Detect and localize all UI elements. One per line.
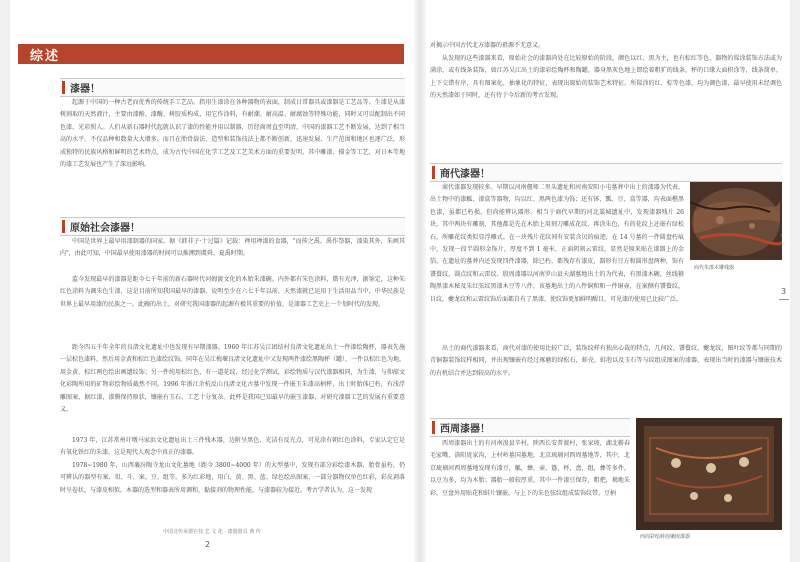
section-heading-lacquer: [60, 78, 405, 97]
paragraph: 监今发现最早的漆器是距今七千年前的新石器时代河姆渡文化的木胎朱漆碗。内外都有朱色涂料，微有光泽，据鉴定，这种朱红色涂料为调朱色生漆，这是目前所知我国最早的漆器，说明至少在六七千年以前，天然漆就已运用于生活用品当中，中华民族是世界上最早用漆的民族之一。此碗的出土，对研究我国漆器的起源有极其重要的价值，是漆器工艺史上一个划时代的发现。: [60, 276, 405, 308]
right-page: [426, 0, 790, 562]
paragraph: 对揭示中国古代北方漆器的祖源不无意义。: [430, 42, 545, 49]
section-heading-text: 原始社会漆器！: [70, 223, 140, 234]
shang-lacquer-image: [690, 182, 782, 260]
paragraph: 1978~1980 年，山西襄汾陶寺龙山文化墓地（距今 3800~4000 年）的大型墓中，发现有部分彩绘漆木器，胎骨虽朽，仍可辨认的器型有案、俎、斗、案、豆、组等。多为红彩地，用白、黄、黑、蓝、绿色绘出图案，一部分器物仅单色红彩，彩皮剥落时呈卷状，与漆皮相似。木器的选型和器表所用调和、黏接剂的物理性能，与漆器较为接近。考古学者认为，这一发现: [60, 462, 405, 494]
page-footer: 中国北传承器官技 艺 文 化 · 漆器器具 典 传: [163, 529, 261, 535]
paragraph: 距今四五千年全年的良渚文化遗址中也发现有早期漆器。1960 年江苏吴江团结村良渚文化遗址出土一件漆绘陶杯，器表先施一层棕色漆料，然后用金黄和棕红色漆绘纹饰。同年在吴江梅堰良渚文化遗址中又发现两件漆绘黑陶杯（罐），一件以棕红色为地，用金黄、棕红两色绘出画遗纹饰；另一件纯用棕红色，有一道花纹，经过化学测试，彩绘物质与汉代漆器相同，为生漆，与仰韶文化彩陶所用的矿物彩绘物质截然不同。1996 年浙江余杭反山良渚文化古墓中发现一件嵌玉朱漆高柄杯，出土时胎体已朽，有浅浮雕图案，据红漆，漆膜保持原状，镶嵌有玉石，工艺十分复杂。此杯是我国已知最早的嵌玉漆器，对研究漆器工艺的发展有重要意义。: [60, 344, 406, 414]
paragraph: 西周漆器出土的有河南浚县辛村，陕西长安普渡村，张家坡，湖北蕲春毛家嘴，洛阳庞家沟，上村岭墓国墓地，北京琉璃河西周墓地等，其中，北京琉璃河西周墓地发现有漆豆，觚，彝，壶，簋，杯，盘，组，彝等多件，以豆为多，均为木胎；器胎一般较厚重。其中一件漆豆保存，粗把，褐地朱彩，豆盘外用贴花和蚌片镶嵌，与上下的朱色弦纹组成装饰纹带。豆柄: [430, 440, 630, 497]
photo-caption: 西周彩绘蚌泡镶嵌漆器: [640, 534, 691, 540]
book-spread: [10, 0, 790, 562]
paragraph: 起源于中国的一种古老而优秀的传统手工艺品。指用生漆涂在各种器物的表面，制成日常器具或漆器是工艺品等。生漆是从漆树割取的天然液汁，主要由漆酚、漆酶、树胶质构成，用它作涂料，有耐潮、耐高温、耐腐蚀等特殊功能，同时又可以配制出不同色漆，光彩照人。人们从新石器时代起就认识了漆的性能并用以制器，历经商周直至明清，中国的漆器工艺不断发展，达到了相当高的水平。不仅品种和数量大大增多，而且在胎骨载法、造型和装饰技法上都不断创新，迅速发展，生产范围和地区也逐广泛，形成独特的民族风格和鲜明的艺术特点，成为古代中国在化学工艺及工艺美术方面的重要发明，其中雕漆、描金等工艺，对日本等地的漆工艺发展也产生了深远影响。: [60, 99, 405, 169]
western-zhou-lacquer-image: [636, 418, 782, 530]
photo-caption: 商代朱漆木雕残器: [694, 265, 735, 271]
heading-marker: [432, 166, 435, 179]
paragraph: 1973 年，江苏常州圩墩马家浜文化遗址出土三件残木器，边附呈黑色，光洁有反光点，可见涂有朝红色涂料，专家认定它是有氧化铁红的朱漆，这是现代人观念中真正的漆器。: [60, 437, 405, 457]
left-page: [10, 0, 414, 562]
section-heading-western-zhou: [430, 418, 630, 437]
paragraph: 商代漆器发现较多。早期以河南偃师二里头遗址和河南安阳小屯墓葬中出土的漆器为代表。出土物中的漆觚、漆盒等器物，均以红、黑两色漆为饰；还有钵、瓢、豆、盒等器，均表面楷黑色漆，虽都已朽损，但尚能辨认器形。相当于商代早期的河北藁城遗址中，发现漆器残片 26 块，其中两块有雕刻，其他都是先在木胎上用刻刀雕成花纹，再涂朱色，有的花纹上还嵌有绿松石，所雕花纹类似显浮雕式。在一块残片花纹间有安装含贝的痕迹，在 14 号墓的一件圆盘朽痕中，发现一段半圆形金饰片，厚度不到 1 毫米，正面阴刻云雷纹，显然是原来贴在漆器上的金箔。在遗址的墓葬内还发现四件漆器，除已朽，都残存有漆皮，器形有豆方和圆形盘两种，饰有饕餮纹，圆点纹和云雷纹。殷周漆器以河南罗山县天湖墓地出土的为代表，有黑漆木碗，丝线箍陶黑漆木秘及朱红弦纹黑漆木豆等八件，该墓地出土的八件铜和和一件铜壶，在案侧有饕餮纹，目纹，夔龙纹和云雷纹饰后面都自有了黑漆，使纹饰更加鲜明醒目，可见漆的使用已比较广泛。: [430, 184, 684, 303]
western-zhou-lacquer-photo: [636, 418, 782, 530]
shang-lacquer-photo: [690, 182, 782, 260]
chapter-banner: [18, 44, 404, 64]
section-heading-text: 西周漆器！: [440, 424, 490, 435]
heading-marker: [62, 220, 65, 233]
chapter-title: 综述: [30, 49, 61, 64]
heading-marker: [62, 81, 65, 94]
paragraph: 中国是世界上最早用漆制器的国家。据《韩非子·十过篇》记载：禅用禅漆的食器，"而传之禹，禹作祭器，漆染其外，朱画其内"，由此可知，中国最早使用漆器的时间可以推溯到虞舜、夏禹时期。: [60, 238, 405, 258]
section-heading-primitive: [60, 217, 405, 236]
paragraph: 出土的商代漆器来看，商代对漆的使用比较广泛，装饰纹样有独出心裁的特点，几何纹、饕餮纹、夔龙纹，图叶纹等都与同期的青铜器装饰纹样相同，并出现镶嵌有经过琢磨的绿松石，蚌壳，蚌泡以及玉石等与纹组成图案的漆器，表现出当时的漆器与镶嵌技术的有机结合并达到较高的水平。: [430, 345, 782, 377]
section-heading-shang: [430, 163, 782, 182]
next-page-number: 3: [781, 287, 787, 296]
paragraph: 从发现的这些漆器来看，原始社会的漆器尚处在比较原始的阶段，颜色以红、黑为主，也有棕红等色，器物的髹涂装饰方法或为满涂，或有线条装饰，如江苏吴江出土的漆彩绘陶杯和陶罐，器身黑灰色地上即绘着粗犷的线条，杯的口缘大面积涂等，线条简单，上下交错有序，具有图案化，抽象化的特征，表现出原始的装饰艺术特征。所髹涂的红、棕等色漆，均为调色漆，最早使用未经调色的天然漆如于同时，还有待于今后新的考古发现。: [430, 55, 782, 100]
section-heading-text: 漆器！: [70, 84, 100, 95]
book-gutter: [414, 0, 426, 562]
section-heading-text: 商代漆器！: [440, 169, 490, 180]
heading-marker: [432, 421, 435, 434]
page-number: 2: [205, 540, 211, 549]
